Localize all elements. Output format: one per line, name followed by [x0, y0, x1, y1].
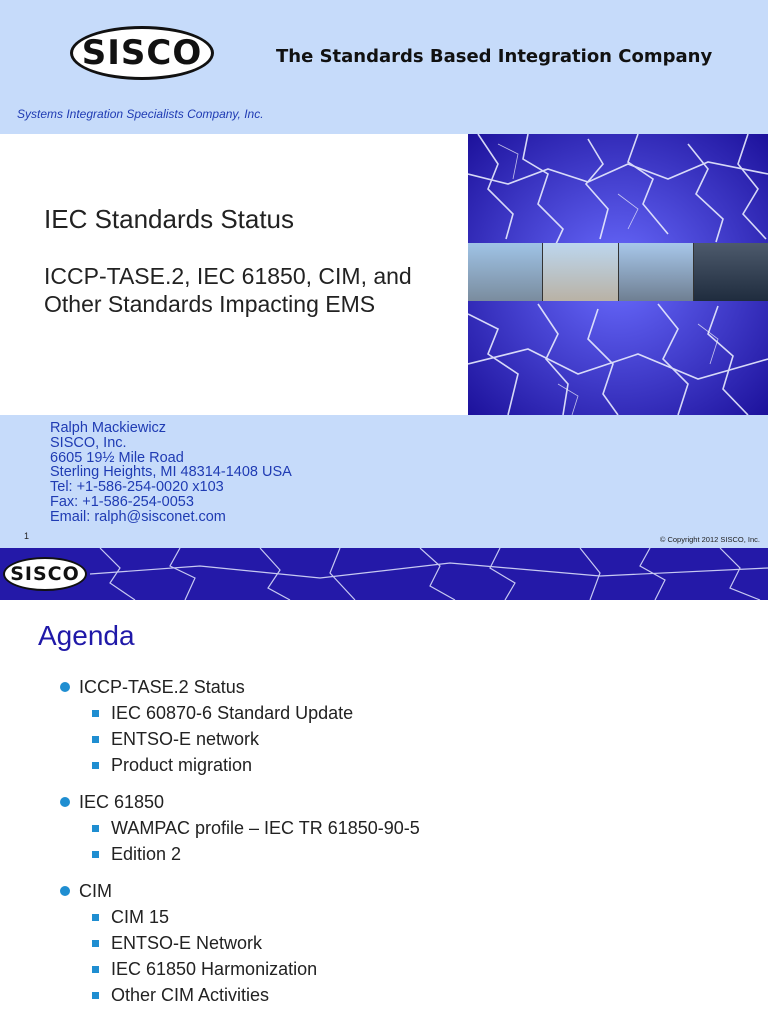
agenda-item-label: CIM	[79, 881, 112, 901]
agenda-title: Agenda	[38, 620, 135, 651]
agenda-subitem-label: Other CIM Activities	[111, 985, 270, 1005]
photo-strip	[468, 243, 768, 301]
agenda-subitem	[60, 752, 760, 778]
bullet-square-icon	[92, 966, 99, 973]
power-plant-photo	[543, 243, 618, 301]
control-room-photo	[694, 243, 768, 301]
agenda-item	[60, 878, 760, 904]
contact-street: 6605 19½ Mile Road	[50, 449, 184, 466]
agenda-subitem	[60, 930, 760, 956]
lightning-banner	[0, 548, 768, 600]
bullet-square-icon	[92, 940, 99, 947]
agenda-subitem	[60, 841, 760, 867]
agenda-subitem-label: WAMPAC profile – IEC TR 61850-90-5	[111, 818, 420, 838]
bullet-square-icon	[92, 825, 99, 832]
contact-name: Ralph Mackiewicz	[50, 420, 167, 436]
contact-company: SISCO, Inc.	[50, 434, 127, 451]
agenda-item	[60, 789, 760, 815]
agenda-subitem	[60, 815, 760, 841]
agenda-item-label: ICCP-TASE.2 Status	[79, 677, 245, 697]
agenda-subitem-label: IEC 60870-6 Standard Update	[111, 703, 354, 723]
agenda-subitem	[60, 956, 760, 982]
bullet-square-icon	[92, 851, 99, 858]
slide-title: IEC Standards Status	[44, 204, 295, 234]
agenda-subitem	[60, 982, 760, 1008]
sisco-logo-small	[3, 557, 87, 591]
bullet-square-icon	[92, 710, 99, 717]
agenda-subitem-label: Product migration	[111, 755, 253, 775]
bullet-square-icon	[92, 914, 99, 921]
contact-city: Sterling Heights, MI 48314-1408 USA	[50, 464, 292, 481]
agenda-subitem	[60, 700, 760, 726]
copyright-notice: © Copyright 2012 SISCO, Inc.	[659, 535, 760, 544]
bullet-square-icon	[92, 762, 99, 769]
bullet-dot-icon	[60, 797, 70, 807]
logo-text: SISCO	[81, 33, 203, 73]
bullet-dot-icon	[60, 886, 70, 896]
agenda-list	[60, 674, 760, 1008]
agenda-item-label: IEC 61850	[79, 792, 165, 812]
contact-email: Email: ralph@sisconet.com	[50, 508, 226, 525]
company-tagline: The Standards Based Integration Company	[276, 46, 713, 67]
logo-text-small: SISCO	[10, 563, 80, 585]
agenda-slide	[0, 548, 768, 1024]
bullet-square-icon	[92, 992, 99, 999]
agenda-subitem-label: Edition 2	[111, 844, 182, 864]
contact-info	[50, 421, 292, 525]
agenda-subitem	[60, 726, 760, 752]
agenda-item	[60, 674, 760, 700]
contact-fax: Fax: +1-586-254-0053	[50, 493, 194, 510]
banner-lightning-graphic	[0, 548, 768, 600]
agenda-subitem	[60, 904, 760, 930]
agenda-subitem-label: IEC 61850 Harmonization	[111, 959, 318, 979]
bullet-dot-icon	[60, 682, 70, 692]
contact-tel: Tel: +1-586-254-0020 x103	[50, 479, 224, 496]
sisco-logo	[70, 26, 214, 80]
agenda-subitem-label: CIM 15	[111, 907, 170, 927]
power-lines-photo	[468, 243, 543, 301]
bullet-square-icon	[92, 736, 99, 743]
company-full-name: Systems Integration Specialists Company, Inc.	[17, 107, 264, 121]
transmission-tower-photo	[619, 243, 694, 301]
slide-number: 1	[24, 531, 30, 541]
slide-subtitle: ICCP-TASE.2, IEC 61850, CIM, and Other Standards Impacting EMS	[44, 263, 412, 317]
agenda-subitem-label: ENTSO-E Network	[111, 933, 263, 953]
agenda-subitem-label: ENTSO-E network	[111, 729, 260, 749]
